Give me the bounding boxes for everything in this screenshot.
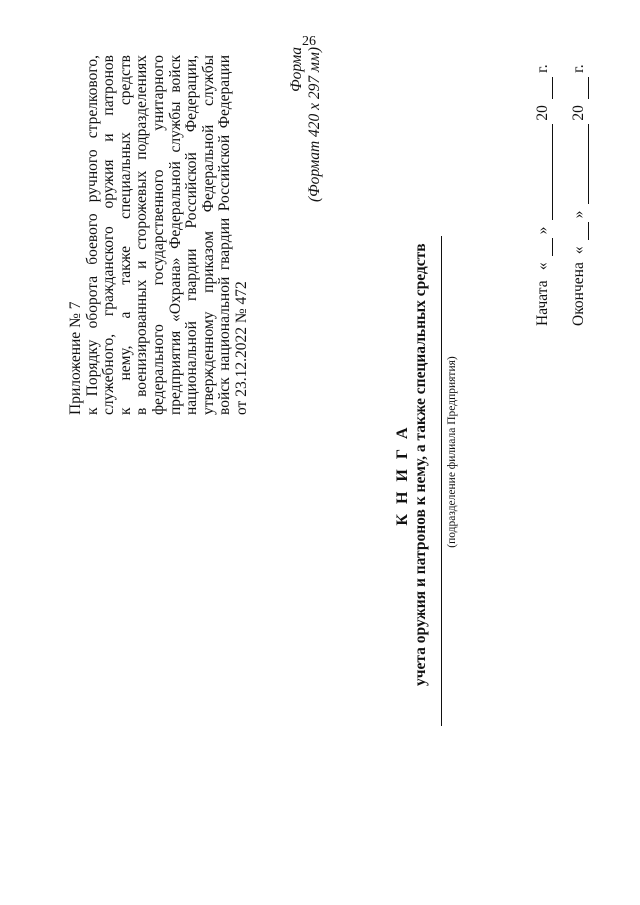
book-subtitle: учета оружия и патронов к нему, а также специальных средств xyxy=(412,243,429,686)
appendix-line: к Порядку оборота боевого ручного стрелкового, xyxy=(83,55,101,415)
year-suffix: г. xyxy=(534,64,551,73)
appendix-block xyxy=(68,55,251,415)
appendix-line: к нему, а также специальных средств xyxy=(116,55,134,415)
year-suffix: г. xyxy=(570,64,587,73)
started-label: Начата xyxy=(534,280,551,326)
year-prefix: 20 xyxy=(570,105,587,121)
appendix-line: в военизированных и сторожевых подразделениях xyxy=(133,55,151,415)
appendix-line: федерального государственного унитарного xyxy=(149,55,167,415)
year-prefix: 20 xyxy=(534,105,551,121)
close-quote: » xyxy=(534,226,551,235)
subdivision-fill-line xyxy=(441,236,442,726)
day-blank xyxy=(534,238,553,256)
subdivision-caption: (подразделение филиала Предприятия) xyxy=(446,356,458,548)
month-blank xyxy=(570,125,589,205)
appendix-line: утвержденному приказом Федеральной службы xyxy=(199,55,217,415)
appendix-line: Приложение № 7 xyxy=(67,301,84,415)
appendix-line: служебного, гражданского оружия и патронов xyxy=(100,55,118,415)
finished-date-row xyxy=(570,56,589,326)
month-blank xyxy=(534,125,553,221)
page-number: 26 xyxy=(302,34,316,49)
open-quote: « xyxy=(534,262,551,271)
appendix-line: войск национальной гвардии Российской Федерации xyxy=(216,55,234,415)
appendix-line: национальной гвардии Российской Федерации, xyxy=(183,55,201,415)
book-title: К Н И Г А xyxy=(394,424,411,526)
open-quote: « xyxy=(570,246,587,255)
day-blank xyxy=(570,222,589,240)
appendix-line: предприятия «Охрана» Федеральной службы войск xyxy=(166,55,184,415)
close-quote: » xyxy=(570,210,587,219)
appendix-line: от 23.12.2022 № 472 xyxy=(232,281,250,415)
form-format: (Формат 420 x 297 мм) xyxy=(306,47,323,203)
finished-label: Окончена xyxy=(570,262,587,326)
form-label-block xyxy=(288,47,324,222)
form-label: Форма xyxy=(288,47,305,92)
started-date-row xyxy=(534,56,553,326)
year-blank xyxy=(570,77,589,99)
year-blank xyxy=(534,77,553,99)
